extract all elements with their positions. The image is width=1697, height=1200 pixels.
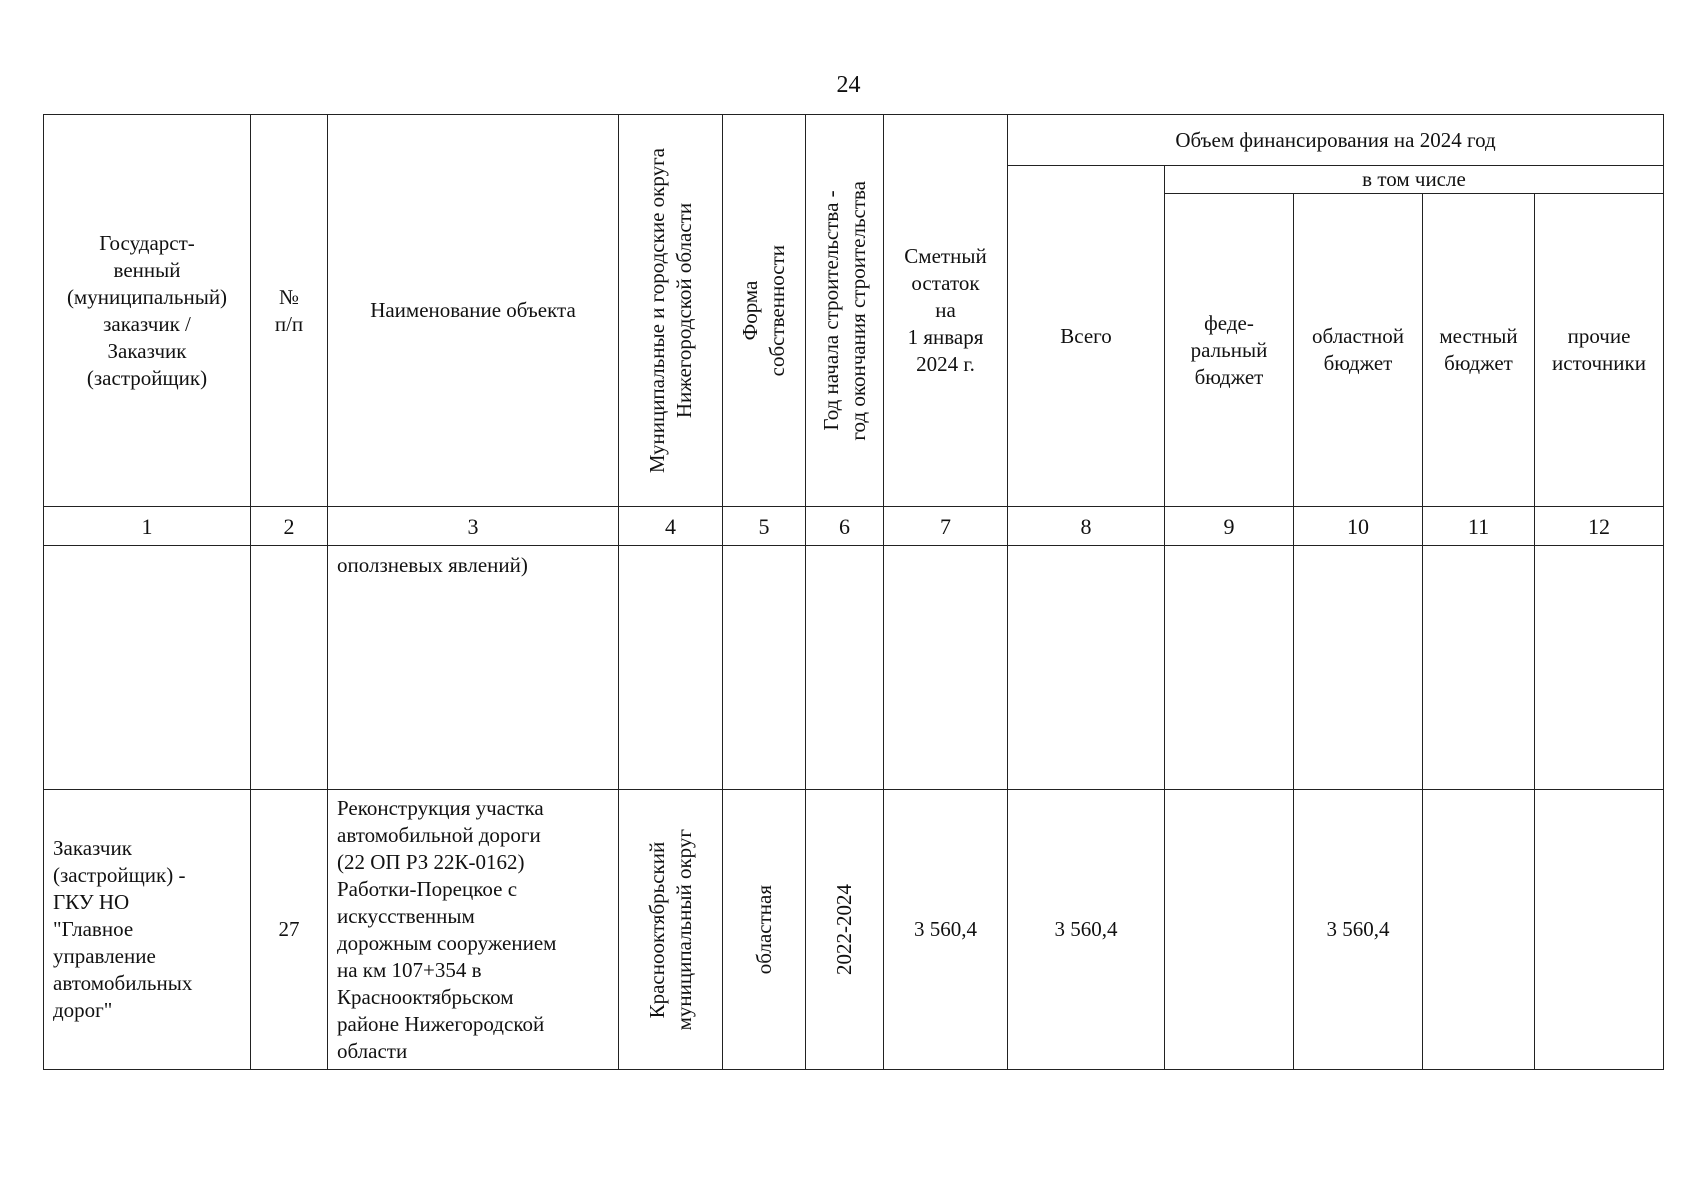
cell-local bbox=[1423, 546, 1535, 790]
header-total: Всего bbox=[1008, 166, 1165, 507]
table-row bbox=[44, 790, 1664, 1070]
column-number: 2 bbox=[251, 507, 328, 546]
cell-other bbox=[1535, 546, 1664, 790]
cell-estimate bbox=[884, 546, 1008, 790]
header-local: местный бюджет bbox=[1423, 194, 1535, 507]
cell-total bbox=[1008, 546, 1165, 790]
cell-ownership bbox=[723, 546, 806, 790]
column-number: 7 bbox=[884, 507, 1008, 546]
header-ownership-text: Форма собственности bbox=[738, 244, 789, 377]
column-number: 3 bbox=[328, 507, 619, 546]
cell-object-name: Реконструкция участка автомобильной дороги (22 ОП РЗ 22К-0162) Работки-Порецкое с искусственным дорожным сооружением на км 107+354 в Краснооктябрьском районе Нижегородской области bbox=[328, 790, 619, 1070]
cell-total: 3 560,4 bbox=[1008, 790, 1165, 1070]
page-number: 24 bbox=[836, 72, 861, 98]
cell-district bbox=[619, 790, 723, 1070]
cell-customer bbox=[44, 546, 251, 790]
column-number: 6 bbox=[806, 507, 884, 546]
cell-years-text: 2022-2024 bbox=[832, 884, 856, 975]
header-ownership bbox=[723, 115, 806, 507]
header-estimate: Сметный остаток на 1 января 2024 г. bbox=[884, 115, 1008, 507]
cell-federal bbox=[1165, 790, 1294, 1070]
header-federal: феде- ральный бюджет bbox=[1165, 194, 1294, 507]
cell-ownership bbox=[723, 790, 806, 1070]
cell-customer: Заказчик (застройщик) - ГКУ НО "Главное управление автомобильных дорог" bbox=[44, 790, 251, 1070]
column-number: 5 bbox=[723, 507, 806, 546]
cell-district bbox=[619, 546, 723, 790]
cell-district-text: Краснооктябрьский муниципальный округ bbox=[644, 828, 696, 1031]
cell-number bbox=[251, 546, 328, 790]
header-years bbox=[806, 115, 884, 507]
column-number: 4 bbox=[619, 507, 723, 546]
cell-other bbox=[1535, 790, 1664, 1070]
header-row bbox=[44, 115, 1664, 166]
cell-years bbox=[806, 790, 884, 1070]
header-including: в том числе bbox=[1165, 166, 1664, 194]
header-districts-text: Муниципальные и городские округа Нижегородской области bbox=[644, 147, 696, 474]
header-districts bbox=[619, 115, 723, 507]
header-funding: Объем финансирования на 2024 год bbox=[1008, 115, 1664, 166]
column-numbers-row bbox=[44, 507, 1664, 546]
financing-table bbox=[43, 114, 1664, 1070]
column-number: 11 bbox=[1423, 507, 1535, 546]
column-number: 9 bbox=[1165, 507, 1294, 546]
header-years-text: Год начала строительства - год окончания строительства bbox=[818, 180, 870, 441]
header-regional: областной бюджет bbox=[1294, 194, 1423, 507]
cell-years bbox=[806, 546, 884, 790]
cell-regional: 3 560,4 bbox=[1294, 790, 1423, 1070]
cell-federal bbox=[1165, 546, 1294, 790]
header-number: № п/п bbox=[251, 115, 328, 507]
cell-estimate: 3 560,4 bbox=[884, 790, 1008, 1070]
cell-object-name: оползневых явлений) bbox=[328, 546, 619, 790]
header-other: прочие источники bbox=[1535, 194, 1664, 507]
column-number: 8 bbox=[1008, 507, 1165, 546]
header-customer: Государст- венный (муниципальный) заказчик / Заказчик (застройщик) bbox=[44, 115, 251, 507]
column-number: 12 bbox=[1535, 507, 1664, 546]
table-row bbox=[44, 546, 1664, 790]
column-number: 10 bbox=[1294, 507, 1423, 546]
cell-regional bbox=[1294, 546, 1423, 790]
cell-ownership-text: областная bbox=[751, 884, 776, 975]
header-object-name: Наименование объекта bbox=[328, 115, 619, 507]
cell-local bbox=[1423, 790, 1535, 1070]
column-number: 1 bbox=[44, 507, 251, 546]
cell-number: 27 bbox=[251, 790, 328, 1070]
